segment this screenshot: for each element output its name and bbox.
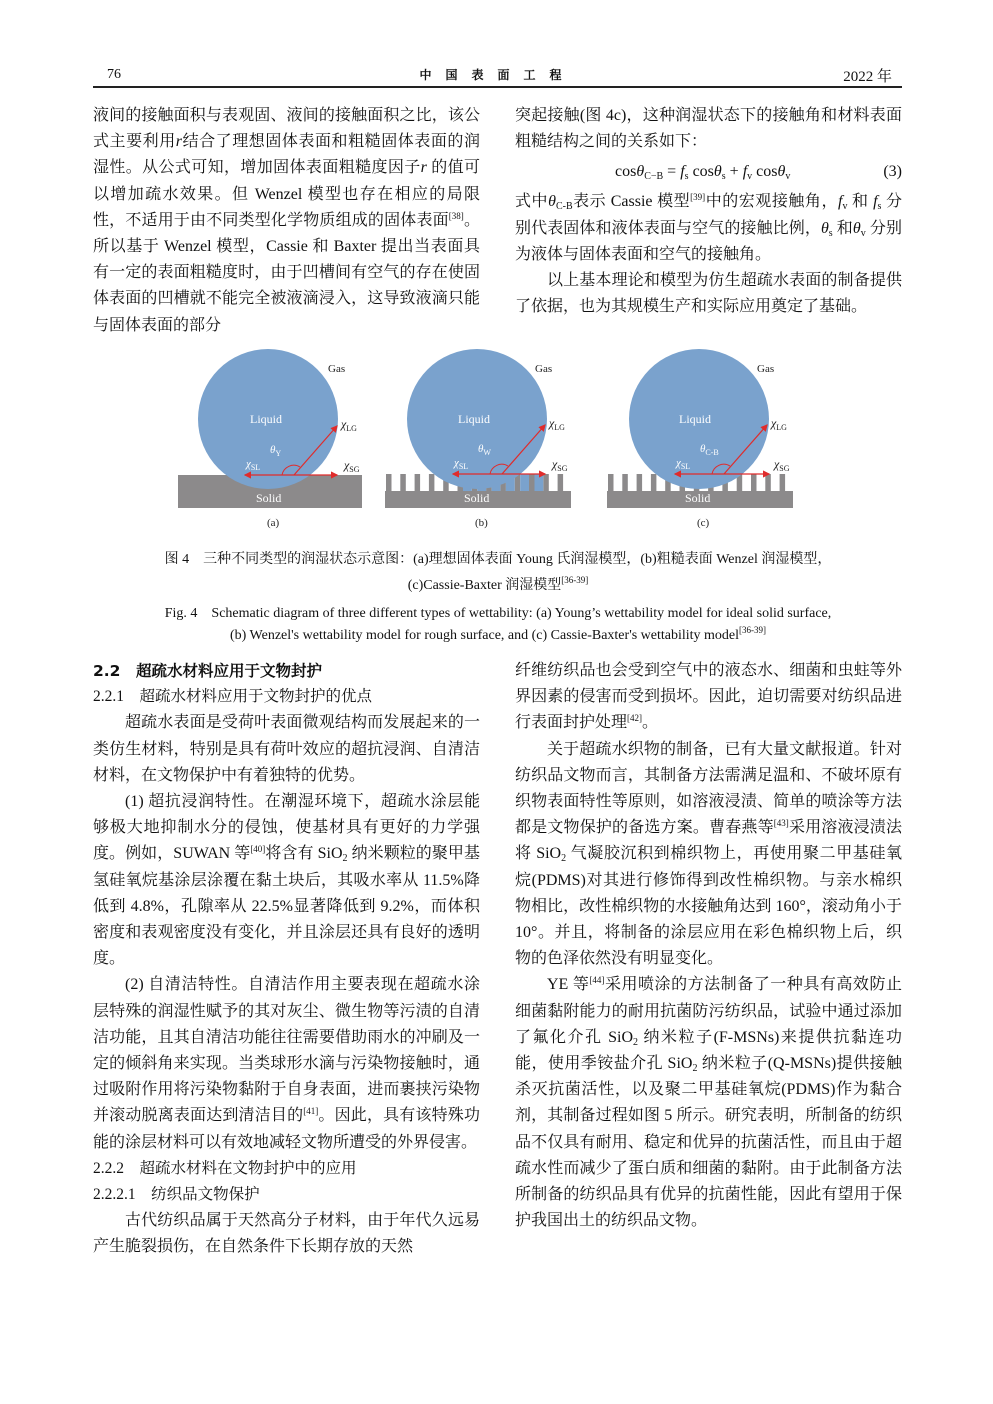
paragraph: 式中$\theta_{C-B}$表示 Cassie 模型[39]中的宏观接触角，$f_v$ 和 $f_s$ 分别代表固体和液体表面与空气的接触比例，$\theta_s$ 和$\theta_v$ 分别为液体与固体表面和空气的接触角。 [515,192,902,263]
liquid-label: Liquid [679,412,711,426]
pillar [765,474,771,492]
gas-label: Gas [535,363,553,375]
subscript: s [828,227,833,239]
gamma-lg-label: $\chi_{LG}$ [341,417,357,433]
gamma-lg-label: $\chi_{LG}$ [549,416,565,432]
paragraph: 以上基本理论和模型为仿生超疏水表面的制备提供了依据，也为其规模生产和实际应用奠定了基础。 [515,272,902,316]
equation-number: (3) [883,163,902,181]
right-column-top [515,103,902,320]
panel-c [607,349,793,529]
math-symbol: f [873,193,878,211]
caption-en-ref: [36-39] [739,625,767,635]
subscript: v [785,171,791,183]
caption-cn-line1: 图 4 三种不同类型的润湿状态示意图：(a)理想固体表面 Young 氏润湿模型，(b)粗糙表面 Wenzel 润湿模型， [164,552,832,567]
math-symbol: f [742,163,748,181]
math-symbol: f [838,193,843,211]
liquid-label: Liquid [458,412,490,426]
page-number: 76 [107,67,121,82]
gamma-sl-label: $\chi_{SL}$ [246,458,261,472]
caption-en-line1: Fig. 4 Schematic diagram of three different types of wettability: (a) Young’s wettability model for ideal solid surface, [164,606,832,621]
pillar [651,474,657,492]
panel-label: (c) [697,517,710,529]
caption-cn-ref: [36-39] [561,575,589,585]
paragraph: (2) 自清洁特性。自清洁作用主要表现在超疏水涂层特殊的润湿性赋予的其对灰尘、微生物等污渍的自清洁功能，且其自清洁功能往往需要借助雨水的冲刷及一定的倾斜角来实现。当类球形水滴与污染物接触时，通过吸附作用将污染物黏附于自身表面，进而裹挟污染物并滚动脱离表面达到清洁目的[41]。因此，具有该特殊功能的涂层材料可以有效地减轻文物所遭受的外界侵害。 [93,976,480,1151]
citation-ref: [40] [250,844,266,855]
left-column-bottom [93,658,480,1261]
equation-3 [515,155,902,189]
panel-label: (b) [475,517,488,529]
gamma-lg-label: $\chi_{LG}$ [771,416,787,432]
pillar [543,474,549,492]
math-symbol: θ [777,163,786,181]
section-heading: 2.2.2 超疏水材料在文物封护中的应用 [93,1159,357,1177]
year: 2022 年 [843,69,892,85]
subscript: v [747,171,753,183]
panel-a [178,349,362,529]
math-symbol: θ [820,219,829,237]
figure-4-wetting-models [170,345,830,535]
panel-label: (a) [267,517,280,529]
pillar [429,474,435,492]
gamma-sg-label: $\chi_{SG}$ [552,457,568,473]
liquid-in-groove [535,474,544,491]
caption-cn-line2 [93,574,903,594]
citation-ref: [44] [589,975,605,986]
panel-b [385,349,571,529]
subscript: C-B [555,201,573,213]
math-symbol: f [680,163,685,181]
citation-ref: [38] [448,210,464,221]
caption-en-text: (b) Wenzel's wettability model for rough surface, and (c) Cassie-Baxter's wettability model [229,628,740,643]
math-symbol: θ [852,219,861,237]
journal-title: 中国表面工程 [419,68,576,82]
section-heading: 2.2.2.1 纺织品文物保护 [93,1186,260,1204]
pillar [608,474,614,492]
section-heading: 2.2.1 超疏水材料应用于文物封护的优点 [93,688,373,706]
subscript: 2 [633,1036,638,1048]
pillar [558,474,564,492]
equation-body: $\cos\theta_{C-B} = f_s$ $\cos\theta_s + f_v$ cosθ$_v$ [615,163,791,183]
citation-ref: [42] [627,713,643,724]
pillar [622,474,628,492]
solid-label: Solid [464,491,490,505]
solid-label: Solid [256,491,282,505]
math-symbol: θ [636,163,645,181]
liquid-in-groove [520,474,529,491]
paragraph: 古代纺织品属于天然高分子材料，由于年代久远易产生脆裂损伤，在自然条件下长期存放的天然 [93,1212,480,1256]
contact-angle-label: $\theta_{C-B}$ [700,443,719,457]
liquid-label: Liquid [250,412,282,426]
right-column-bottom [515,658,902,1234]
paragraph: 纤维纺织品也会受到空气中的液态水、细菌和虫蛀等外界因素的侵害而受到损坏。因此，迫切需要对纺织品进行表面封护处理[42]。 [515,662,902,732]
gamma-sl-label: $\chi_{SL}$ [454,457,469,471]
subscript: 2 [342,853,348,865]
gamma-sg-label: $\chi_{SG}$ [774,457,790,473]
gas-label: Gas [757,363,775,375]
paragraph: (1) 超抗浸润特性。在潮湿环境下，超疏水涂层能够极大地抑制水分的侵蚀，使基材具有更好的力学强度。例如，SUWAN 等[40]将含有 SiO$_2$ 纳米颗粒的聚甲基氢硅氧烷基涂层涂覆在黏土块后，其吸水率从 11.5%降低到 4.8%，孔隙率从 22.5%显著降低到 9.2%，而体积密度和表观密度没有变化，并且涂层还具有良好的透明度。 [93,793,480,968]
subscript: v [860,227,866,239]
solid-label: Solid [685,491,711,505]
paragraph: 超疏水表面是受荷叶表面微观结构而发展起来的一类仿生材料，特别是具有荷叶效应的超抗浸润、自清洁材料，在文物保护中有着独特的优势。 [93,714,480,784]
paragraph: 关于超疏水织物的制备，已有大量文献报道。针对纺织品文物而言，其制备方法需满足温和、不破坏原有织物表面特性等原则，如溶液浸渍、简单的喷涂等方法都是文物保护的备选方案。曹春燕等[43]采用溶液浸渍法将 SiO$_2$ 气凝胶沉积到棉织物上，再使用聚二甲基硅氧烷(PDMS)对其进行修饰得到改性棉织物。与亲水棉织物相比，改性棉织物的水接触角达到 160°，滚动角小于 10°。并且，将制备的涂层应用在彩色棉织物上后，织物的色泽依然没有明显变化。 [515,740,902,968]
contact-angle-label: $\theta_W$ [478,443,491,457]
section-heading: 2.2 超疏水材料应用于文物封护 [93,662,322,680]
subscript: s [684,171,689,183]
contact-angle-label: $\theta_Y$ [270,444,282,458]
math-symbol: θ [548,193,556,211]
gas-label: Gas [328,363,346,375]
subscript: C−B [644,171,664,183]
paragraph: 液间的接触面积与表观固、液间的接触面积之比，该公式主要利用r结合了理想固体表面和粗糙固体表面的润湿性。从公式可知，增加固体表面粗糙度因子r 的值可以增加疏水效果。但 Wenzel 模型也存在相应的局限性，不适用于由不同类型化学物质组成的固体表面[38]。所以基于 Wenzel 模型，Cassie 和 Baxter 提出当表面具有一定的表面粗糙度时，由于凹槽间有空气的存在使固体表面的凹槽就不能完全被液滴浸入，这导致液滴只能与固体表面的部分 [93,107,480,334]
pillar [637,474,643,492]
paragraph: 突起接触(图 4c)，这种润湿状态下的接触角和材料表面粗糙结构之间的关系如下： [515,107,902,151]
citation-ref: [39] [690,192,706,203]
math-symbol: r [420,159,427,177]
citation-ref: [41] [303,1106,319,1117]
paragraph: YE 等[44]采用喷涂的方法制备了一种具有高效防止细菌黏附能力的耐用抗菌防污纺织品，试验中通过添加了氟化介孔 SiO$_2$ 纳米粒子(F-MSNs)来提供抗黏连功能，使用季铵盐介孔 SiO$_2$ 纳米粒子(Q-MSNs)提供接触杀灭抗菌活性，以及聚二甲基硅氧烷(PDMS)作为黏合剂，其制备过程如图 5 所示。研究表明，所制备的纺织品不仅具有耐用、稳定和优异的抗菌活性，而且由于超疏水性而减少了蛋白质和细菌的黏附。由于此制备方法所制备的纺织品具有优异的抗菌性能，因此有望用于保护我国出土的纺织品文物。 [515,975,902,1230]
pillar [386,474,392,492]
pillar [415,474,421,492]
running-header [93,62,902,88]
pillar [529,474,535,492]
gamma-sg-label: $\chi_{SG}$ [344,458,360,474]
pillar [751,474,757,492]
subscript: s [877,201,882,213]
caption-en-line2 [93,625,903,644]
math-symbol: r [175,133,183,151]
subscript: 2 [692,1063,698,1075]
left-column-top [93,103,480,339]
subscript: s [721,171,726,183]
citation-ref: [43] [773,818,789,829]
gamma-sl-label: $\chi_{SL}$ [676,457,691,471]
pillar [400,474,406,492]
caption-cn-text: (c)Cassie-Baxter 润湿模型 [407,578,562,593]
subscript: 2 [561,853,567,865]
math-symbol: θ [713,163,722,181]
pillar [780,474,786,492]
subscript: v [842,201,848,213]
